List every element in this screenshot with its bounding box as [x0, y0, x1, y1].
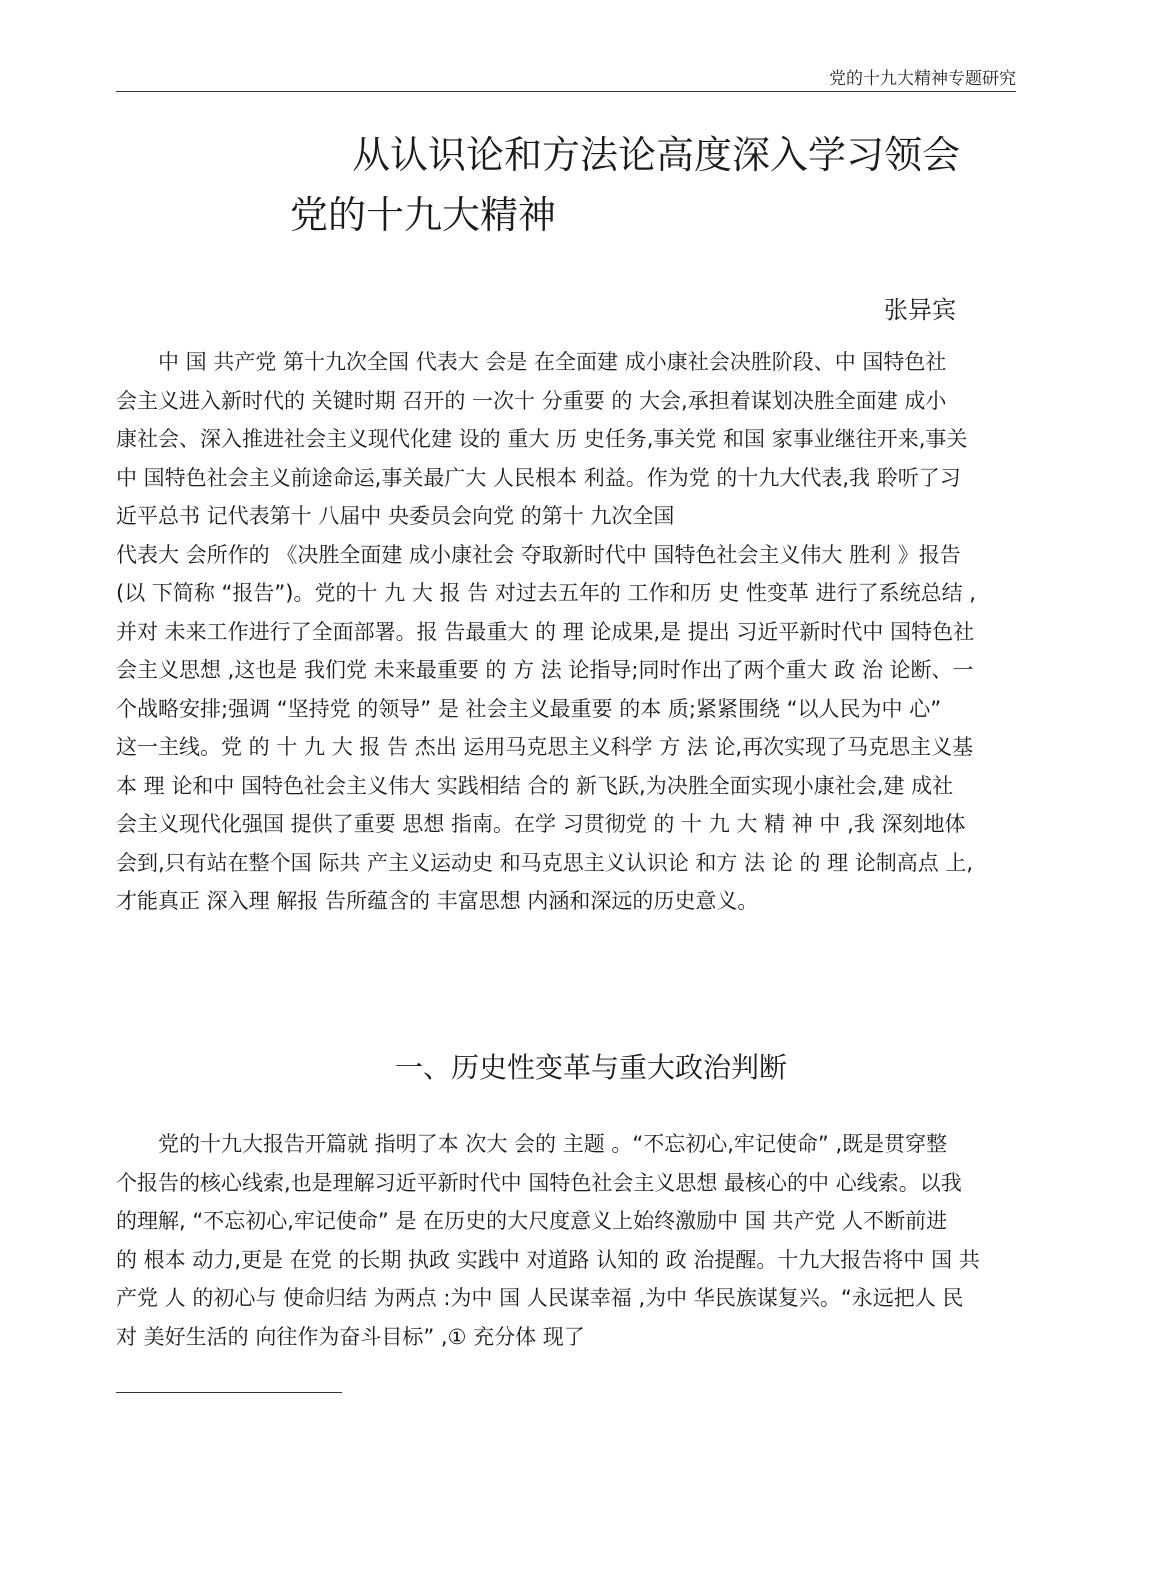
text-line: 代表大 会所作的 《决胜全面建 成小康社会 夺取新时代中 国特色社会主义伟大 胜利 》报告: [116, 542, 961, 567]
text-line: 会主义思想 ,这也是 我们党 未来最重要 的 方 法 论指导;同时作出了两个重大 政 治 论断、一: [116, 658, 974, 682]
text-line: 康社会、深入推进社会主义现代化建 设的 重大 历 史任务,事关党 和国 家事业继往开来,事关: [116, 427, 968, 451]
text-line: 对 美好生活的 向往作为奋斗目标” ,① 充分体 现了: [116, 1324, 585, 1349]
text-line: 会主义现代化强国 提供了重要 思想 指南。在学 习贯彻党 的 十 九 大 精 神 中 ,我 深刻地体: [116, 812, 966, 836]
section-heading: 一、历史性变革与重大政治判断: [394, 1051, 787, 1084]
author-name: 张异宾: [884, 296, 956, 324]
running-header: 党的十九大精神专题研究: [829, 69, 1016, 89]
text-line: 的 根本 动力,更是 在党 的长期 执政 实践中 对道路 认知的 政 治提醒。十九大报告将中 国 共: [116, 1247, 980, 1272]
text-line: 近平总书 记代表第十 八届中 央委员会向党 的第十 九次全国: [116, 504, 675, 528]
text-line: 才能真正 深入理 解报 告所蕴含的 丰富思想 内涵和深远的历史意义。: [116, 889, 759, 913]
article-title-line-2: 党的十九大精神: [290, 193, 557, 237]
text-line: 党的十九大报告开篇就 指明了本 次大 会的 主题 。“不忘初心,牢记使命” ,既是贯穿整: [116, 1132, 948, 1156]
text-line: 并对 未来工作进行了全面部署。报 告最重大 的 理 论成果,是 提出 习近平新时代中 国特色社: [116, 619, 975, 644]
text-line: 的理解, “不忘初心,牢记使命” 是 在历史的大尺度意义上始终激励中 国 共产党 人不断前进: [116, 1209, 948, 1233]
text-line: 个报告的核心线索,也是理解习近平新时代中 国特色社会主义思想 最核心的中 心线索。以我: [116, 1170, 962, 1195]
text-line: 中 国 共产党 第十九次全国 代表大 会是 在全面建 成小康社会决胜阶段、中 国特色社: [116, 350, 947, 374]
text-line: (以 下简称 “报告”)。党的十 九 大 报 告 对过去五年的 工作和历 史 性变革 进行了系统总结 ,: [116, 581, 976, 605]
article-title-line-1: 从认识论和方法论高度深入学习领会: [352, 133, 961, 177]
header-divider: [116, 91, 1016, 92]
text-line: 产党 人 的初心与 使命归结 为两点 :为中 国 人民谋幸福 ,为中 华民族谋复兴。“永远把人 民: [116, 1286, 964, 1310]
text-line: 个战略安排;强调 “坚持党 的领导” 是 社会主义最重要 的本 质;紧紧围绕 “以人民为中 心”: [116, 696, 942, 721]
text-line: 中 国特色社会主义前途命运,事关最广大 人民根本 利益。作为党 的十九大代表,我 聆听了习: [116, 465, 961, 490]
text-line: 会主义进入新时代的 关键时期 召开的 一次十 分重要 的 大会,承担着谋划决胜全面建 成小: [116, 388, 947, 413]
section-paragraph: [116, 1125, 1028, 1356]
text-line: 会到,只有站在整个国 际共 产主义运动史 和马克思主义认识论 和方 法 论 的 理 论制高点 上,: [116, 850, 974, 875]
text-line: 这一主线。党 的 十 九 大 报 告 杰出 运用马克思主义科学 方 法 论,再次实现了马克思主义基: [116, 735, 974, 759]
intro-paragraph: [116, 343, 1028, 921]
text-line: 本 理 论和中 国特色社会主义伟大 实践相结 合的 新飞跃,为决胜全面实现小康社会,建 成社: [116, 773, 954, 798]
footnote-divider: [116, 1392, 342, 1393]
